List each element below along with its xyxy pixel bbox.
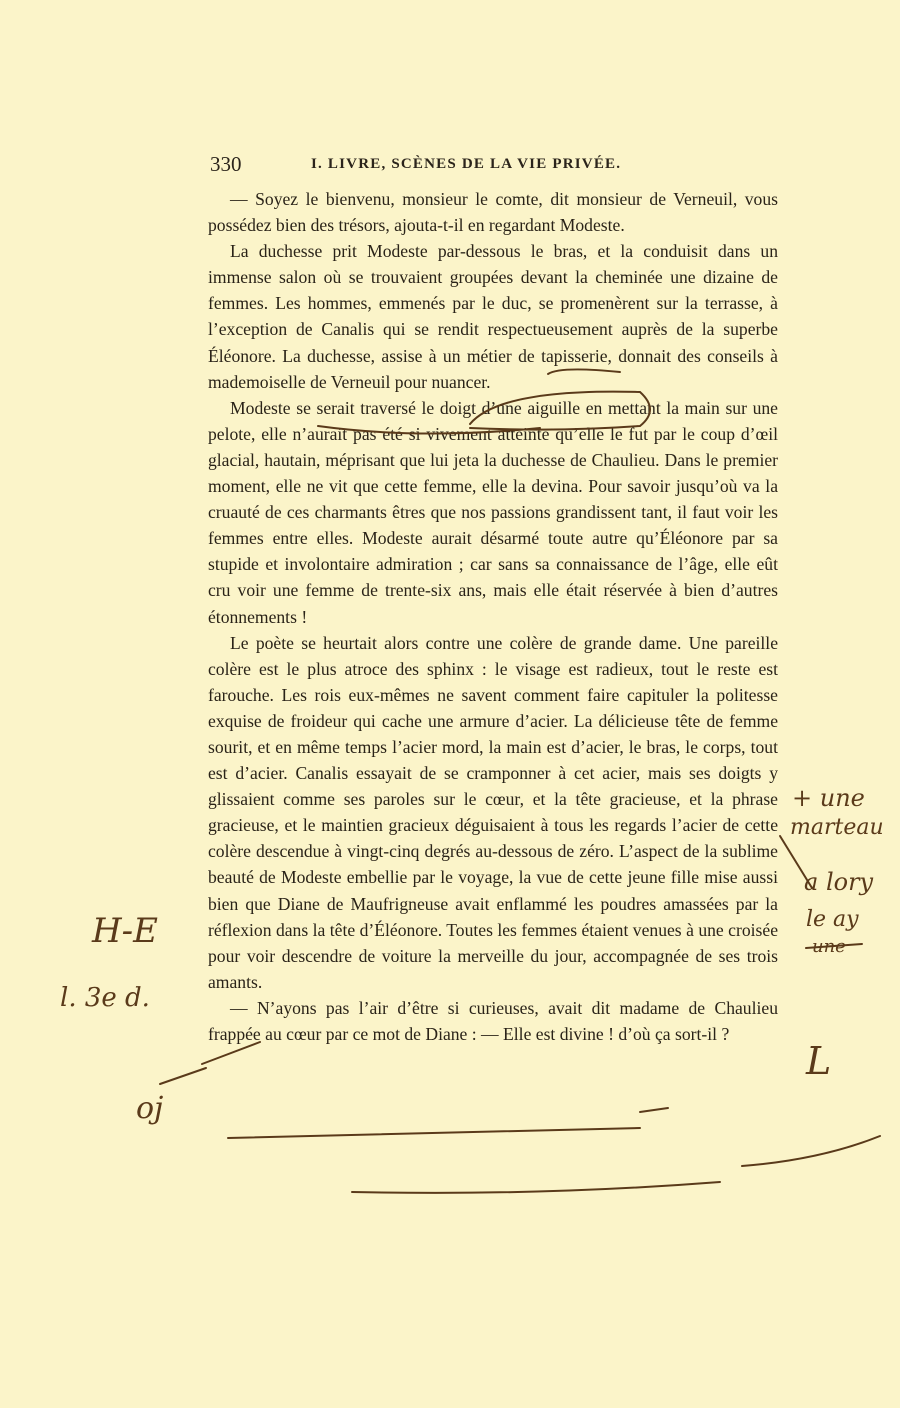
page-header bbox=[210, 152, 780, 182]
running-head: I. LIVRE, SCÈNES DE LA VIE PRIVÉE. bbox=[311, 156, 622, 172]
right-margin-note-6: L bbox=[806, 1039, 832, 1083]
correction-stroke bbox=[640, 1108, 668, 1112]
paragraph-3: Modeste se serait traversé le doigt d’une aiguille en mettant la main sur une pelote, elle n’aurait pas été si vivement atteinte qu’elle le fut par le coup d’œil glacial, hautain, méprisant que lui jeta la duchesse de Chaulieu. Dans le premier moment, elle ne vit que cette femme, elle la devina. Pour savoir jusqu’où va la cruauté de ces charmants êtres que nos passions grandissent tant, il faut voir les femmes entre elles. Modeste aurait désarmé toute autre qu’Éléonore par sa stupide et involontaire admiration ; car sans sa connaissance de l’âge, elle eût cru voir une femme de trente-six ans, mais elle était réservée à bien d’autres étonnements ! bbox=[208, 397, 778, 627]
paragraph-5: — N’ayons pas l’air d’être si curieuses, avait dit madame de Chaulieu frappée au cœur par ce mot de Diane : — Elle est divine ! d’où ça sort-il ? bbox=[208, 997, 778, 1044]
right-margin-note-3: a lory bbox=[804, 868, 874, 896]
paragraph-1: — Soyez le bienvenu, monsieur le comte, dit monsieur de Verneuil, vous possédez bien des trésors, ajouta-t-il en regardant Modeste. bbox=[208, 189, 778, 236]
left-margin-note-2: l. 3e d. bbox=[60, 983, 150, 1013]
correction-stroke bbox=[352, 1182, 720, 1193]
body-text bbox=[208, 186, 778, 1047]
right-margin-note-5: une bbox=[812, 936, 846, 957]
page-number: 330 bbox=[210, 152, 242, 176]
correction-stroke bbox=[160, 1068, 206, 1084]
correction-stroke bbox=[228, 1128, 640, 1138]
left-margin-note-1: H-E bbox=[92, 911, 158, 951]
paragraph-2: La duchesse prit Modeste par-dessous le bras, et la conduisit dans un immense salon où se trouvaient groupées devant la cheminée une dizaine de femmes. Les hommes, emmenés par le duc, se promenèrent sur la terrasse, à l’exception de Canalis qui se rendit respectueusement auprès de la superbe Éléonore. La duchesse, assise à un métier de tapisserie, donnait des conseils à mademoiselle de Verneuil pour nuancer. bbox=[208, 241, 778, 392]
right-margin-note-1: + une bbox=[792, 784, 865, 812]
correction-stroke bbox=[742, 1136, 880, 1166]
left-margin-note-3: oj bbox=[136, 1091, 164, 1126]
correction-stroke bbox=[806, 944, 862, 948]
paragraph-4: Le poète se heurtait alors contre une colère de grande dame. Une pareille colère est le plus atroce des sphinx : le visage est radieux, tout le reste est farouche. Les rois eux-mêmes ne savent comment faire capituler la politesse exquise de froideur qui cache une armure d’acier. La délicieuse tête de femme sourit, et en même temps l’acier mord, la main est d’acier, le bras, le corps, tout est d’acier. Canalis essayait de se cramponner à cet acier, mais ses doigts y glissaient comme ses paroles sur le cœur, et la tête gracieuse, et la phrase gracieuse, et le maintien gracieux déguisaient à tous les regards l’acier de cette colère descendue à vingt-cinq degrés au-dessous de zéro. L’aspect de la sublime beauté de Modeste embellie par le voyage, la vue de cette jeune fille mise aussi bien que Diane de Maufrigneuse avait enflammé les poudres amassées par la réflexion dans la tête d’Éléonore. Toutes les femmes étaient venues à une croisée pour voir descendre de voiture la merveille du jour, accompagnée de ses trois amants. bbox=[208, 632, 778, 992]
correction-stroke bbox=[780, 836, 812, 888]
right-margin-note-2: marteau bbox=[790, 815, 884, 840]
right-margin-note-4: le ay bbox=[806, 907, 859, 932]
